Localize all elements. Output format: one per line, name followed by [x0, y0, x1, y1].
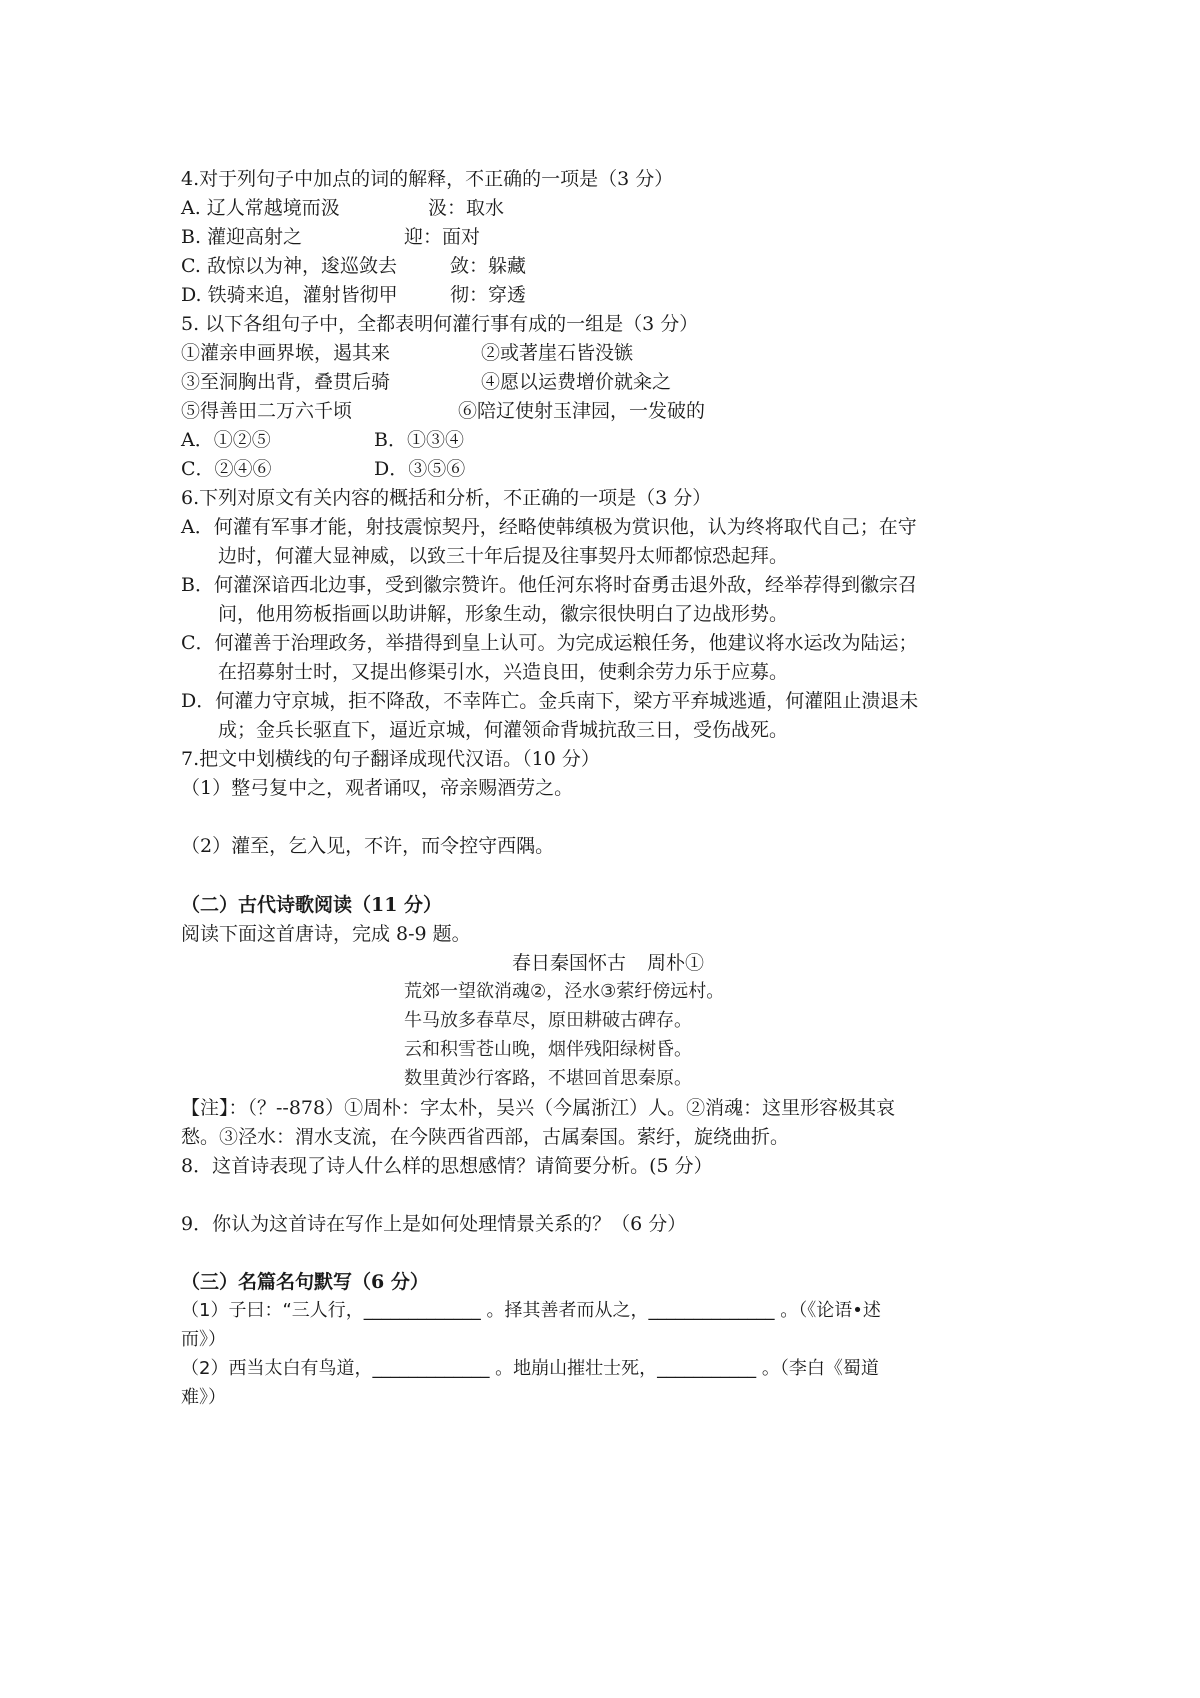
q5-stem: 5. 以下各组句子中，全都表明何灌行事有成的一组是（3 分） [181, 313, 699, 335]
q6-option-b-line2: 问，他用笏板指画以助讲解，形象生动，徽宗很快明白了边战形势。 [218, 603, 789, 625]
q4-b-sentence: B. 灌迎高射之 [181, 226, 303, 248]
q5-item-5: ⑤得善田二万六千顷 [181, 400, 353, 422]
q6-option-c-line2: 在招募射士时，又提出修渠引水，兴造良田，使剩余劳力乐于应募。 [218, 661, 789, 683]
poem-note-line1: 【注】：（？--878）①周朴：字太朴，吴兴（今属浙江）人。②消魂：这里形容极其哀 [181, 1097, 896, 1119]
poetry-heading: （二）古代诗歌阅读（11 分） [181, 894, 443, 916]
q7-stem: 7.把文中划横线的句子翻译成现代汉语。（10 分） [181, 748, 600, 770]
q4-d-gloss: 彻：穿透 [450, 284, 527, 306]
poem-author: 周朴① [647, 952, 705, 974]
q6-option-d-line1: D．何灌力守京城，拒不降敌，不幸阵亡。金兵南下，梁方平弃城逃遁，何灌阻止溃退未 [181, 690, 919, 712]
q5-item-1: ①灌亲申画界堠，遏其来 [181, 342, 391, 364]
q7-sentence-2: （2）灌至，乞入见，不许，而令控守西隅。 [181, 835, 555, 857]
q6-stem: 6.下列对原文有关内容的概括和分析，不正确的一项是（3 分） [181, 487, 712, 509]
q4-c-gloss: 敛：躲藏 [450, 255, 527, 277]
q4-stem: 4.对于列句子中加点的词的解释，不正确的一项是（3 分） [181, 168, 674, 190]
q4-c-sentence: C. 敌惊以为神，逡巡敛去 [181, 255, 397, 277]
q6-option-d-line2: 成；金兵长驱直下，逼近京城，何灌领命背城抗敌三日，受伤战死。 [218, 719, 789, 741]
q5-item-2: ②或著崖石皆没镞 [481, 342, 634, 364]
q4-d-sentence: D. 铁骑来追，灌射皆彻甲 [181, 284, 398, 306]
dictation-item-2: （2）西当太白有鸟道，_____________ 。地崩山摧壮士死，___________ 。（李白《蜀道 [181, 1358, 879, 1379]
poem-line-2: 牛马放多春草尽，原田耕破古碑存。 [404, 1010, 692, 1031]
dictation-item-2-cont: 难》） [181, 1387, 226, 1408]
dictation-item-1-cont: 而》） [181, 1329, 226, 1350]
poem-line-4: 数里黄沙行客路，不堪回首思秦原。 [404, 1068, 692, 1089]
q5-item-4: ④愿以运费增价就籴之 [481, 371, 672, 393]
q6-option-b-line1: B．何灌深谙西北边事，受到徽宗赞许。他任河东将时奋勇击退外敌，经举荐得到徽宗召 [181, 574, 917, 596]
q5-option-b: B．①③④ [374, 429, 464, 451]
question-9: 9．你认为这首诗在写作上是如何处理情景关系的？（6 分） [181, 1213, 687, 1235]
q4-a-gloss: 汲：取水 [428, 197, 505, 219]
poem-note-line2: 愁。③泾水：渭水支流，在今陕西省西部，古属秦国。萦纡，旋绕曲折。 [181, 1126, 790, 1148]
poem-title: 春日秦国怀古 [512, 952, 627, 974]
question-8: 8．这首诗表现了诗人什么样的思想感情？请简要分析。(5 分） [181, 1155, 713, 1177]
q6-option-a-line2: 边时，何灌大显神威，以致三十年后提及往事契丹太师都惊恐起拜。 [218, 545, 789, 567]
q6-option-a-line1: A．何灌有军事才能，射技震惊契丹，经略使韩缜极为赏识他，认为终将取代自己；在守 [181, 516, 917, 538]
poem-line-3: 云和积雪苍山晚，烟伴残阳绿树昏。 [404, 1039, 692, 1060]
q4-option-a [181, 199, 340, 218]
dictation-item-1: （1）子曰：“三人行，_____________ 。择其善者而从之，______________ 。（《论语•述 [181, 1300, 881, 1321]
q5-item-6: ⑥陪辽使射玉津园，一发破的 [458, 400, 706, 422]
dictation-heading: （三）名篇名句默写（6 分） [181, 1271, 429, 1293]
q7-sentence-1: （1）整弓复中之，观者诵叹，帝亲赐酒劳之。 [181, 777, 574, 799]
q4-b-gloss: 迎：面对 [404, 226, 481, 248]
q5-option-d: D．③⑤⑥ [374, 458, 466, 480]
q5-option-a: A．①②⑤ [181, 429, 271, 451]
poetry-intro: 阅读下面这首唐诗，完成 8-9 题。 [181, 923, 471, 945]
q5-option-c: C．②④⑥ [181, 458, 272, 480]
poem-line-1: 荒郊一望欲消魂②，泾水③萦纡傍远村。 [404, 981, 725, 1002]
q4-a-sentence: A. 辽人常越境而汲 [181, 197, 340, 219]
q5-item-3: ③至洞胸出背，叠贯后骑 [181, 371, 391, 393]
q6-option-c-line1: C．何灌善于治理政务，举措得到皇上认可。为完成运粮任务，他建议将水运改为陆运； [181, 632, 918, 654]
